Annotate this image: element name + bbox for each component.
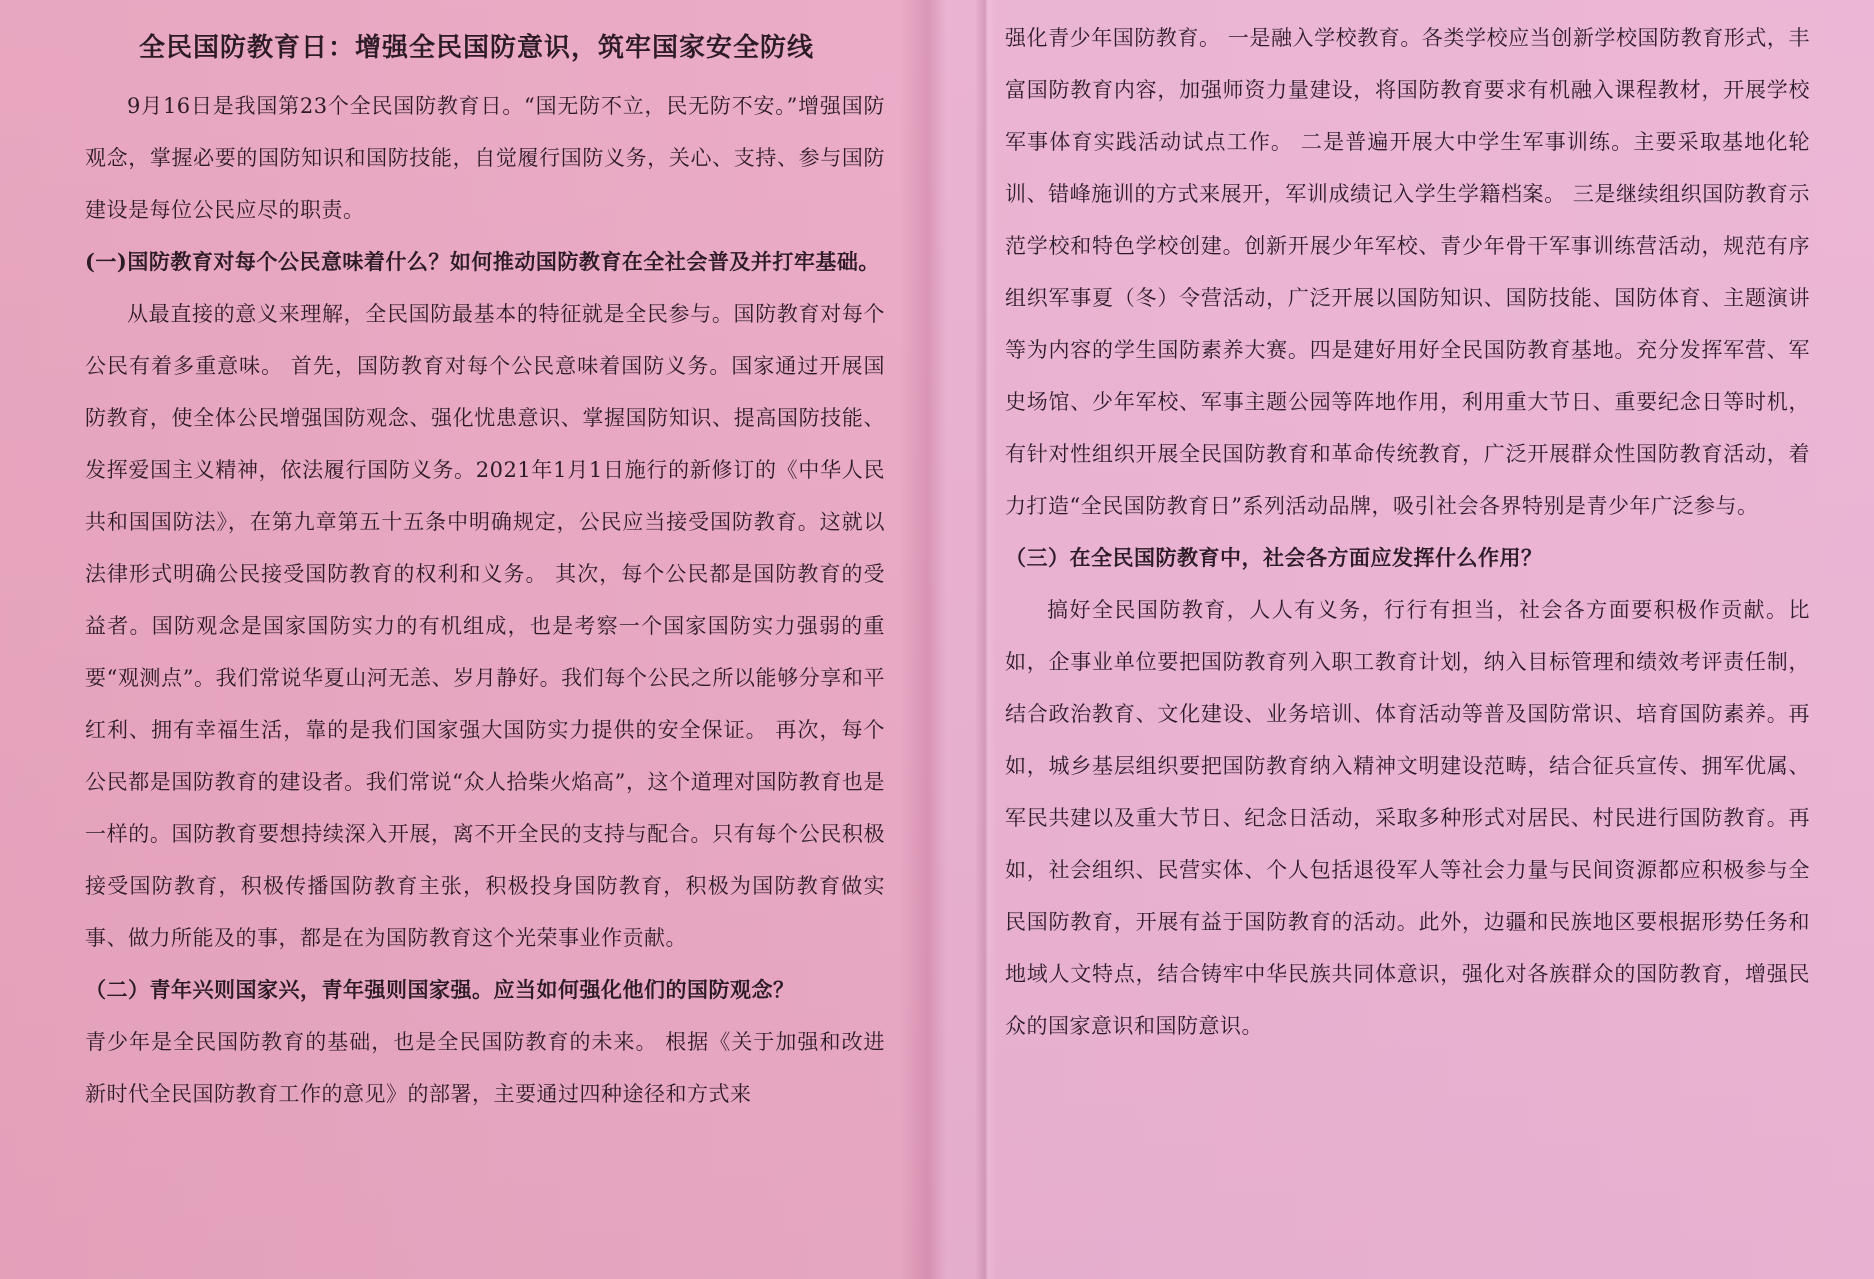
section-heading-2: （二）青年兴则国家兴，青年强则国家强。应当如何强化他们的国防观念？ <box>85 977 795 1002</box>
section-heading-3: （三）在全民国防教育中，社会各方面应发挥什么作用？ <box>1005 545 1543 570</box>
section-body-2-continued: 强化青少年国防教育。 一是融入学校教育。各类学校应当创新学校国防教育形式，丰富国防教育内容，加强师资力量建设，将国防教育要求有机融入课程教材，开展学校军事体育实践活动试点工作。 二是普遍开展大中学生军事训练。主要采取基地化轮训、错峰施训的方式来展开，军训成绩记入学生学籍档案。 三是继续组织国防教育示范学校和特色学校创建。创新开展少年军校、青少年骨干军事训练营活动，规范有序组织军事夏（冬）令营活动，广泛开展以国防知识、国防技能、国防体育、主题演讲等为内容的学生国防素养大赛。四是建好用好全民国防教育基地。充分发挥军营、军史场馆、少年军校、军事主题公园等阵地作用，利用重大节日、重要纪念日等时机，有针对性组织开展全民国防教育和革命传统教育，广泛开展群众性国防教育活动，着力打造“全民国防教育日”系列活动品牌，吸引社会各界特别是青少年广泛参与。 <box>1005 26 1810 518</box>
document-title: 全民国防教育日：增强全民国防意识，筑牢国家安全防线 <box>139 33 815 63</box>
right-page <box>985 0 1874 1279</box>
section-heading-1: (一)国防教育对每个公民意味着什么？如何推动国防教育在全社会普及并打牢基础。 <box>85 249 880 274</box>
left-column-text <box>85 80 885 1120</box>
right-column-text <box>1005 12 1810 1052</box>
section-body-2: 青少年是全民国防教育的基础，也是全民国防教育的未来。 根据《关于加强和改进新时代全民国防教育工作的意见》的部署，主要通过四种途径和方式来 <box>85 1030 885 1106</box>
intro-paragraph: 9月16日是我国第23个全民国防教育日。“国无防不立，民无防不安。”增强国防观念，掌握必要的国防知识和国防技能，自觉履行国防义务，关心、支持、参与国防建设是每位公民应尽的职责。 <box>85 94 885 222</box>
section-body-1: 从最直接的意义来理解，全民国防最基本的特征就是全民参与。国防教育对每个公民有着多重意味。 首先，国防教育对每个公民意味着国防义务。国家通过开展国防教育，使全体公民增强国防观念、强化忧患意识、掌握国防知识、提高国防技能、发挥爱国主义精神，依法履行国防义务。2021年1月1日施行的新修订的《中华人民共和国国防法》，在第九章第五十五条中明确规定，公民应当接受国防教育。这就以法律形式明确公民接受国防教育的权利和义务。 其次，每个公民都是国防教育的受益者。国防观念是国家国防实力的有机组成，也是考察一个国家国防实力强弱的重要“观测点”。我们常说华夏山河无恙、岁月静好。我们每个公民之所以能够分享和平红利、拥有幸福生活，靠的是我们国家强大国防实力提供的安全保证。 再次，每个公民都是国防教育的建设者。我们常说“众人拾柴火焰高”，这个道理对国防教育也是一样的。国防教育要想持续深入开展，离不开全民的支持与配合。只有每个公民积极接受国防教育，积极传播国防教育主张，积极投身国防教育，积极为国防教育做实事、做力所能及的事，都是在为国防教育这个光荣事业作贡献。 <box>85 302 885 950</box>
section-body-3: 搞好全民国防教育，人人有义务，行行有担当，社会各方面要积极作贡献。比如，企事业单位要把国防教育列入职工教育计划，纳入目标管理和绩效考评责任制，结合政治教育、文化建设、业务培训、体育活动等普及国防常识、培育国防素养。再如，城乡基层组织要把国防教育纳入精神文明建设范畴，结合征兵宣传、拥军优属、军民共建以及重大节日、纪念日活动，采取多种形式对居民、村民进行国防教育。再如，社会组织、民营实体、个人包括退役军人等社会力量与民间资源都应积极参与全民国防教育，开展有益于国防教育的活动。此外，边疆和民族地区要根据形势任务和地域人文特点，结合铸牢中华民族共同体意识，强化对各族群众的国防教育，增强民众的国家意识和国防意识。 <box>1005 598 1810 1038</box>
